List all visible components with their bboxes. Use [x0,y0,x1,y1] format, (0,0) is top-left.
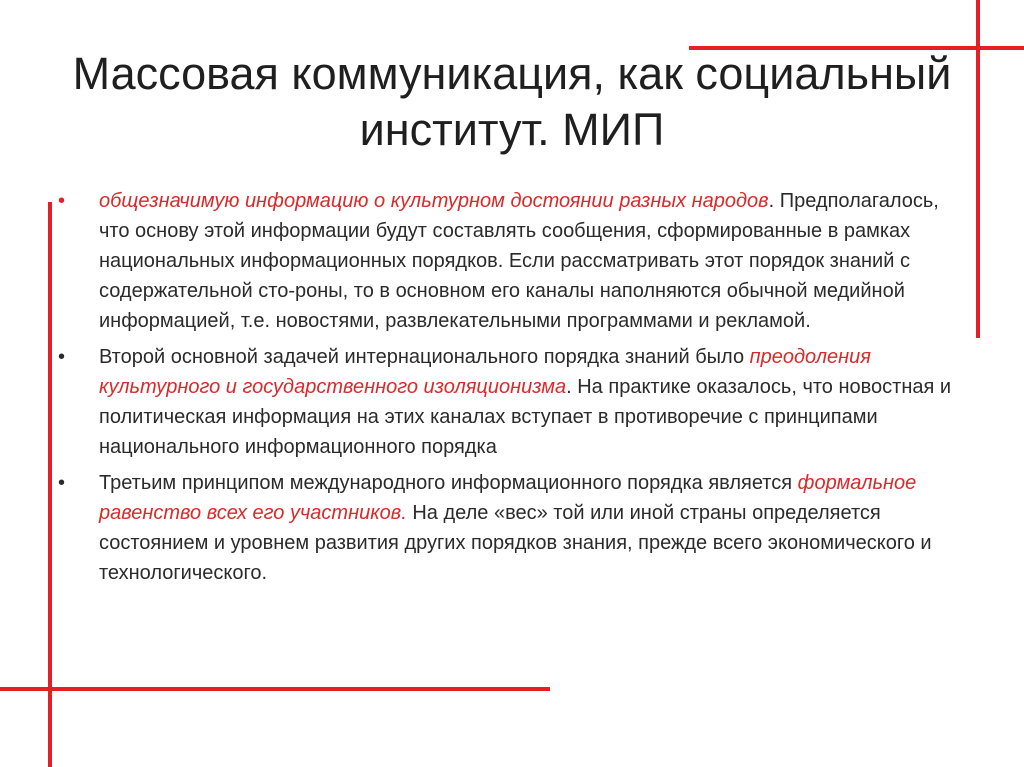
slide-content [58,186,958,594]
bullet-dot-icon: • [58,190,66,212]
bullet-list [58,186,958,588]
bullet-1-text: . Предполагалось, что основу этой информации будут составлять сообщения, сформированные в рамках национальных информационных порядков. Если рассматривать этот порядок знаний с содержательной сто-роны, то в основном его каналы наполняются обычной медийной информацией, т.е. новостями, развлекательными программами и рекламой. [99,190,939,332]
decorative-line-left-vertical [48,202,52,767]
slide-title: Массовая коммуникация, как социальный институт. МИП [72,48,952,155]
bullet-2-text-before: Второй основной задачей интернационального порядка знаний было [99,346,750,368]
bullet-3-text-after: На деле «вес» той или иной страны определяется состоянием и уровнем развития других порядков знания, прежде всего экономического и технологического. [99,502,932,584]
bullet-dot-icon: • [58,346,66,368]
bullet-item-3 [58,468,958,588]
bullet-1-highlight: общезначимую информацию о культурном достоянии разных народов [99,190,769,212]
bullet-dot-icon: • [58,472,66,494]
bullet-item-2 [58,342,958,462]
bullet-item-1 [58,186,958,336]
bullet-3-text-before: Третьим принципом международного информационного порядка является [99,472,798,494]
bullet-2-text-after: . На практике оказалось, что новостная и политическая информация на этих каналах вступает в противоречие с принципами национального информационного порядка [99,376,952,458]
decorative-line-bottom-horizontal [0,687,550,691]
bullet-3-highlight: формальное равенство всех его участников. [99,472,917,524]
bullet-2-highlight: преодоления культурного и государственного изоляционизма [99,346,871,398]
